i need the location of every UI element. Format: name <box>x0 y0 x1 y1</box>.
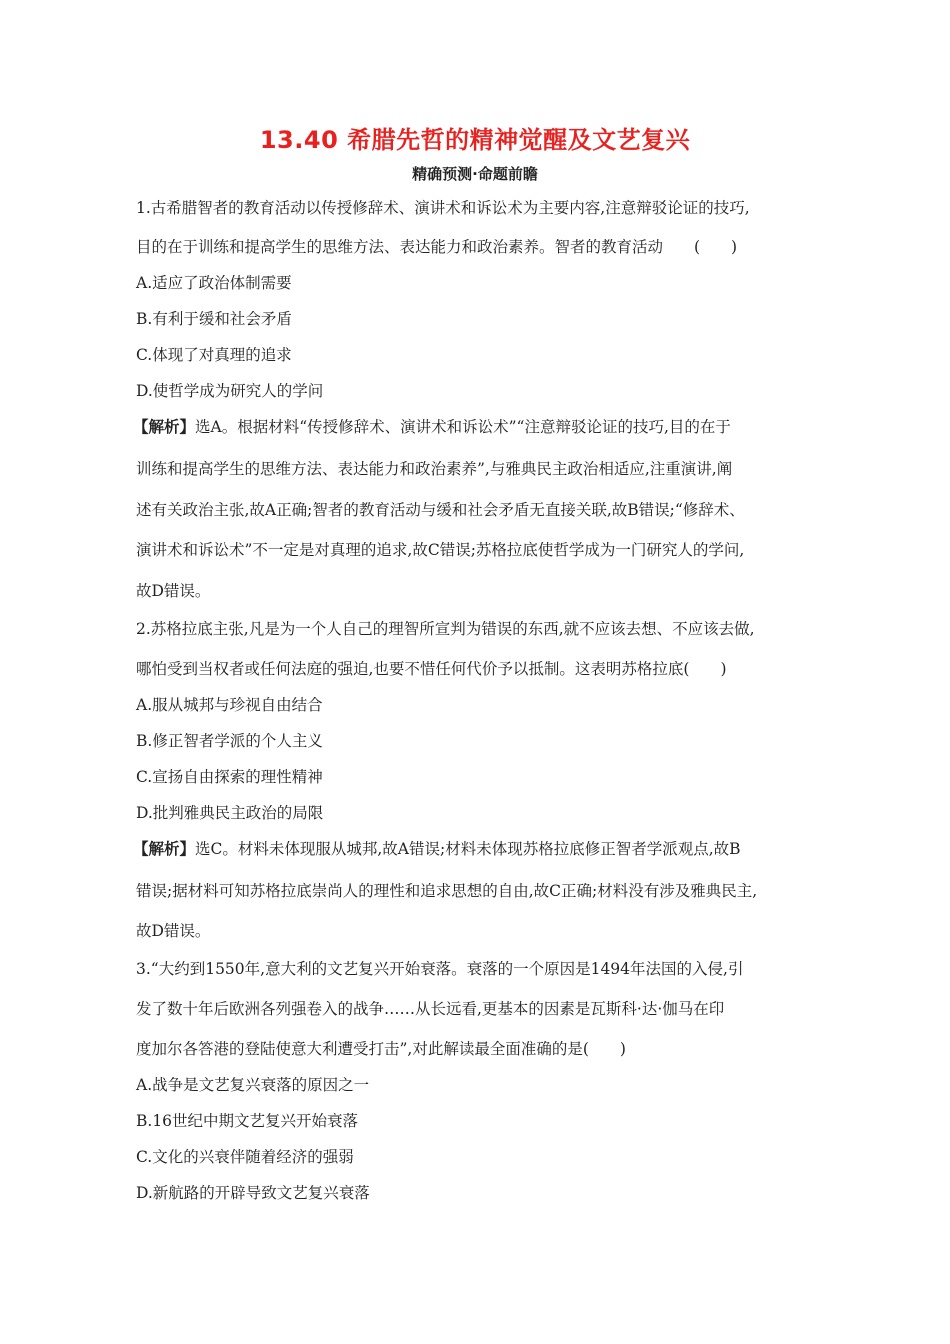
q2-option-d: D.批判雅典民主政治的局限 <box>136 804 324 822</box>
q2-option-a: A.服从城邦与珍视自由结合 <box>136 696 323 714</box>
q2-analysis-line-2: 错误;据材料可知苏格拉底崇尚人的理性和追求思想的自由,故C正确;材料没有涉及雅典民主, <box>136 882 758 900</box>
q1-analysis-line-3: 述有关政治主张,故A正确;智者的教育活动与缓和社会矛盾无直接关联,故B错误;“修辞术、 <box>136 501 745 519</box>
q1-analysis-line-4: 演讲术和诉讼术”不一定是对真理的追求,故C错误;苏格拉底使哲学成为一门研究人的学问, <box>136 541 745 559</box>
analysis-label: 【解析】 <box>133 417 196 436</box>
q3-stem-line-3: 度加尔各答港的登陆使意大利遭受打击”,对此解读最全面准确的是( ) <box>136 1040 626 1058</box>
q1-option-a: A.适应了政治体制需要 <box>136 274 292 292</box>
q2-analysis-line-3: 故D错误。 <box>136 922 211 940</box>
q1-analysis-line-2: 训练和提高学生的思维方法、表达能力和政治素养”,与雅典民主政治相适应,注重演讲,阐 <box>136 460 733 478</box>
q2-stem-line-1: 2.苏格拉底主张,凡是为一个人自己的理智所宣判为错误的东西,就不应该去想、不应该去做, <box>136 620 755 638</box>
q1-stem-line-2: 目的在于训练和提高学生的思维方法、表达能力和政治素养。智者的教育活动 ( ) <box>136 238 738 256</box>
q2-analysis-line-1 <box>133 839 823 859</box>
section-subtitle: 精确预测·命题前瞻 <box>412 165 538 183</box>
q3-option-b: B.16世纪中期文艺复兴开始衰落 <box>136 1112 359 1130</box>
q1-option-d: D.使哲学成为研究人的学问 <box>136 382 324 400</box>
q3-option-c: C.文化的兴衰伴随着经济的强弱 <box>136 1148 354 1166</box>
q2-stem-line-2: 哪怕受到当权者或任何法庭的强迫,也要不惜任何代价予以抵制。这表明苏格拉底( ) <box>136 660 727 678</box>
q1-analysis-line-5: 故D错误。 <box>136 582 211 600</box>
page-title: 13.40 希腊先哲的精神觉醒及文艺复兴 <box>259 126 691 154</box>
q1-stem-line-1: 1.古希腊智者的教育活动以传授修辞术、演讲术和诉讼术为主要内容,注意辩驳论证的技巧, <box>136 199 750 217</box>
q1-analysis-line-1 <box>133 417 823 437</box>
q3-stem-line-2: 发了数十年后欧洲各列强卷入的战争……从长远看,更基本的因素是瓦斯科·达·伽马在印 <box>136 1000 725 1018</box>
q3-option-a: A.战争是文艺复兴衰落的原因之一 <box>136 1076 370 1094</box>
q1-option-c: C.体现了对真理的追求 <box>136 346 292 364</box>
q1-analysis-text: 选A。根据材料“传授修辞术、演讲术和诉讼术”“注意辩驳论证的技巧,目的在于 <box>195 418 731 436</box>
q2-option-c: C.宣扬自由探索的理性精神 <box>136 768 323 786</box>
q1-option-b: B.有利于缓和社会矛盾 <box>136 310 292 328</box>
analysis-label: 【解析】 <box>133 839 196 858</box>
q2-analysis-text: 选C。材料未体现服从城邦,故A错误;材料未体现苏格拉底修正智者学派观点,故B <box>195 840 741 858</box>
q2-option-b: B.修正智者学派的个人主义 <box>136 732 323 750</box>
q3-option-d: D.新航路的开辟导致文艺复兴衰落 <box>136 1184 370 1202</box>
q3-stem-line-1: 3.“大约到1550年,意大利的文艺复兴开始衰落。衰落的一个原因是1494年法国的入侵,引 <box>136 960 744 978</box>
